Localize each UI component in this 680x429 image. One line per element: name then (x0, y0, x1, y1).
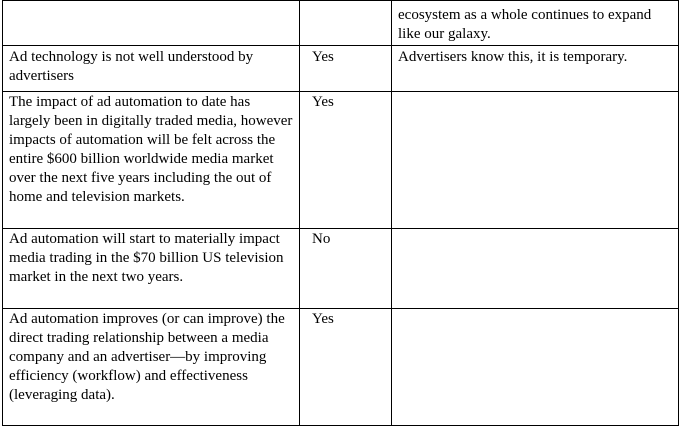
table-row (3, 229, 679, 309)
answer-cell: Yes (300, 309, 392, 426)
answer-cell: Yes (300, 92, 392, 229)
statement-cell (3, 1, 300, 46)
survey-table (2, 0, 679, 426)
statement-cell: The impact of ad automation to date has largely been in digitally traded media, however impacts of automation will be felt across the entire $600 billion worldwide media market over the next five years including the out of home and television markets. (3, 92, 300, 229)
table-row (3, 92, 679, 229)
comment-cell (392, 92, 679, 229)
table-row (3, 46, 679, 92)
comment-cell (392, 309, 679, 426)
answer-cell (300, 1, 392, 46)
answer-cell: Yes (300, 46, 392, 92)
statement-cell: Ad technology is not well understood by advertisers (3, 46, 300, 92)
comment-cell: ecosystem as a whole continues to expand like our galaxy. (392, 1, 679, 46)
comment-cell: Advertisers know this, it is temporary. (392, 46, 679, 92)
comment-cell (392, 229, 679, 309)
table-row (3, 1, 679, 46)
statement-cell: Ad automation improves (or can improve) the direct trading relationship between a media company and an advertiser—by improving efficiency (workflow) and effectiveness (leveraging data). (3, 309, 300, 426)
table-row (3, 309, 679, 426)
statement-cell: Ad automation will start to materially impact media trading in the $70 billion US television market in the next two years. (3, 229, 300, 309)
answer-cell: No (300, 229, 392, 309)
